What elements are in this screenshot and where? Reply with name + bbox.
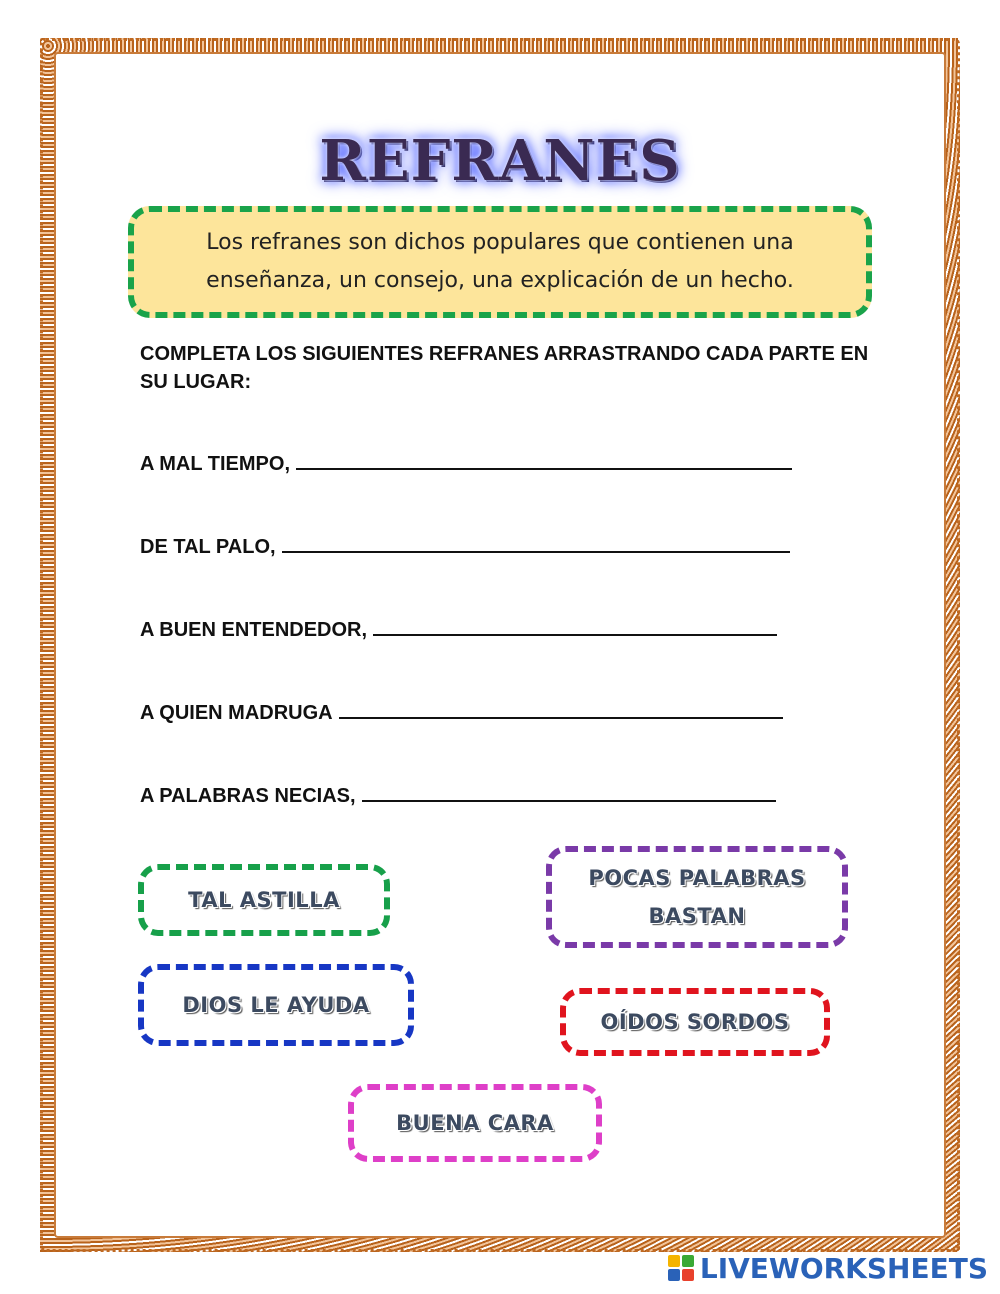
refran-prefix: A QUIEN MADRUGA bbox=[140, 702, 333, 724]
logo-block bbox=[682, 1255, 694, 1267]
intro-text: Los refranes son dichos populares que contienen una enseñanza, un consejo, una explicación de un hecho. bbox=[206, 230, 794, 293]
option-chip-dios-le-ayuda[interactable] bbox=[138, 964, 414, 1046]
refran-line-2 bbox=[140, 536, 820, 559]
option-chip-buena-cara[interactable] bbox=[348, 1084, 602, 1162]
answer-drop-zone[interactable] bbox=[296, 468, 792, 470]
logo-block bbox=[668, 1255, 680, 1267]
option-chip-tal-astilla[interactable] bbox=[138, 864, 390, 936]
logo-blocks-icon bbox=[668, 1255, 694, 1281]
liveworksheets-logo bbox=[668, 1252, 988, 1284]
answer-drop-zone[interactable] bbox=[282, 551, 790, 553]
refran-prefix: A BUEN ENTENDEDOR, bbox=[140, 619, 368, 641]
option-label: POCAS PALABRAS BASTAN bbox=[588, 866, 806, 928]
logo-block bbox=[668, 1269, 680, 1281]
option-label: DIOS LE AYUDA bbox=[182, 993, 370, 1017]
option-label: OÍDOS SORDOS bbox=[600, 1010, 790, 1034]
option-chip-pocas-palabras-bastan[interactable] bbox=[546, 846, 848, 948]
option-label: TAL ASTILLA bbox=[188, 888, 340, 912]
refran-line-3 bbox=[140, 619, 820, 642]
logo-text: LIVEWORKSHEETS bbox=[699, 1251, 988, 1285]
option-label: BUENA CARA bbox=[396, 1111, 554, 1135]
refran-prefix: A PALABRAS NECIAS, bbox=[140, 785, 356, 807]
instruction-text: COMPLETA LOS SIGUIENTES REFRANES ARRASTRANDO CADA PARTE EN SU LUGAR: bbox=[140, 343, 869, 393]
answer-drop-zone[interactable] bbox=[339, 717, 783, 719]
answer-drop-zone[interactable] bbox=[373, 634, 777, 636]
page-title: REFRANES bbox=[319, 128, 681, 194]
refran-prefix: A MAL TIEMPO, bbox=[140, 453, 290, 475]
intro-box bbox=[128, 206, 872, 318]
option-chip-oidos-sordos[interactable] bbox=[560, 988, 830, 1056]
refran-prefix: DE TAL PALO, bbox=[140, 536, 276, 558]
refran-line-5 bbox=[140, 785, 820, 808]
logo-block bbox=[682, 1269, 694, 1281]
refran-line-1 bbox=[140, 453, 820, 476]
answer-drop-zone[interactable] bbox=[362, 800, 776, 802]
refran-line-4 bbox=[140, 702, 820, 725]
